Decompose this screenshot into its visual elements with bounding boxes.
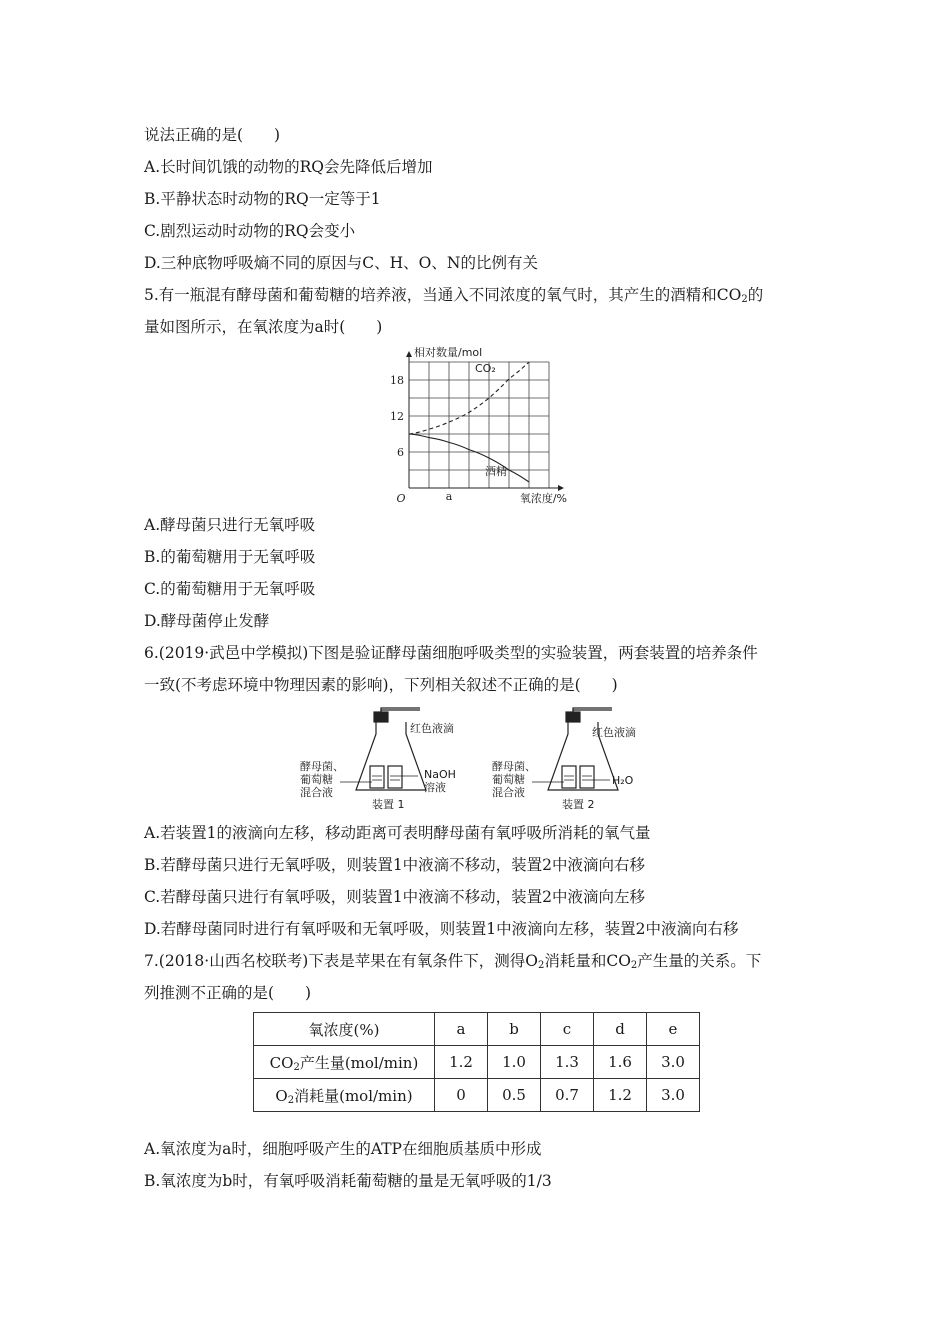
x-tick-label: a [445,490,453,503]
q5-option-a: A.酵母菌只进行无氧呼吸 [144,516,316,534]
table-row [254,1079,700,1112]
q4-option-c: C.剧烈运动时动物的RQ会变小 [144,222,356,240]
x-axis-label: 氧浓度/% [519,492,567,504]
q7-stem-o2-sub: 2 [537,960,545,971]
o2-label-a: O [275,1086,288,1105]
apparatus-2-right-label: H₂O [612,774,634,787]
q4-option-a: A.长时间饥饿的动物的RQ会先降低后增加 [144,158,433,176]
q6-option-c: C.若酵母菌只进行有氧呼吸，则装置1中液滴不移动，装置2中液滴向左移 [144,888,645,906]
q5-stem-a: 5.有一瓶混有酵母菌和葡萄糖的培养液，当通入不同浓度的氧气时，其产生的酒精和CO [144,286,742,304]
row-label-o2 [254,1079,435,1112]
table-cell: 1.3 [541,1046,594,1079]
apparatus-2-left-label [492,760,536,799]
table-cell: 0 [435,1079,488,1112]
y-axis-label: 相对数量/mol [414,346,483,359]
apparatus-2-left-line3: 混合液 [492,786,525,799]
apparatus-2-left-line2: 葡萄糖 [492,773,525,786]
q7-stem-line1 [144,950,761,972]
table-header-cell: a [435,1013,488,1046]
data-table [253,1012,700,1112]
o2-label-sub: 2 [287,1094,295,1106]
apparatus-2-beaker-right [580,766,594,788]
co2-label-sub: 2 [293,1061,300,1073]
table-header-cell: e [647,1013,700,1046]
apparatus-1-left-line3: 混合液 [300,786,333,799]
y-tick-label: 6 [397,446,404,459]
q7-option-a: A.氧浓度为a时，细胞呼吸产生的ATP在细胞质基质中形成 [144,1140,542,1158]
apparatus-1-left-line2: 葡萄糖 [300,773,333,786]
y-tick-label: 12 [390,410,404,423]
apparatus-1-right-label [424,768,456,794]
co2-label-a: CO [269,1053,294,1072]
table-header-cell: d [594,1013,647,1046]
q7-stem-line2: 列推测不正确的是( ) [144,984,312,1002]
co2-label-b: 产生量(mol/min) [299,1053,419,1072]
apparatus-1-drop-label: 红色液滴 [410,722,454,735]
apparatus-1-left-line1: 酵母菌、 [300,760,344,773]
q4-stem-end: 说法正确的是( ) [144,126,281,144]
q5-stem-b: 的 [747,286,764,304]
table-cell: 1.2 [594,1079,647,1112]
apparatus-2-beaker-left [562,766,576,788]
q5-option-d: D.酵母菌停止发酵 [144,612,270,630]
o2-label-b: 消耗量(mol/min) [294,1086,413,1105]
apparatus-2-title: 装置 2 [562,798,595,811]
apparatus-2-left-line1: 酵母菌、 [492,760,536,773]
q5-stem-line1 [144,284,763,306]
q5-stem-line2: 量如图所示，在氧浓度为a时( ) [144,318,383,336]
q7-option-b: B.氧浓度为b时，有氧呼吸消耗葡萄糖的量是无氧呼吸的1/3 [144,1172,552,1190]
table-cell: 0.7 [541,1079,594,1112]
apparatus-1-flask [340,708,426,790]
apparatus-1-beaker-left [370,766,384,788]
apparatus-1-beaker-right [388,766,402,788]
apparatus-1-right-line1: NaOH [424,768,456,781]
x-axis-arrow [558,485,564,491]
row-label-co2 [254,1046,435,1079]
apparatus-1-title: 装置 1 [372,798,405,811]
q7-stem-a2: 消耗量和CO [544,952,631,970]
co2-series-label: CO₂ [475,362,496,376]
q7-stem-a3: 产生量的关系。下 [637,952,762,970]
table-header-cell: c [541,1013,594,1046]
table-header-cell: 氧浓度(%) [254,1013,435,1046]
table-cell: 3.0 [647,1079,700,1112]
origin-label: O [396,492,406,504]
table-cell: 1.2 [435,1046,488,1079]
q6-option-d: D.若酵母菌同时进行有氧呼吸和无氧呼吸，则装置1中液滴向左移，装置2中液滴向右移 [144,920,739,938]
q6-stem-line1: 6.(2019·武邑中学模拟)下图是验证酵母菌细胞呼吸类型的实验装置，两套装置的培养条件 [144,644,758,662]
y-axis-arrow [406,351,412,357]
apparatus-1-left-label [300,760,344,799]
table-cell: 1.0 [488,1046,541,1079]
table-cell: 3.0 [647,1046,700,1079]
q7-stem-co2-sub: 2 [630,960,638,971]
apparatus-figure [300,704,660,814]
q4-option-b: B.平静状态时动物的RQ一定等于1 [144,190,381,208]
table-header-cell: b [488,1013,541,1046]
q6-option-b: B.若酵母菌只进行无氧呼吸，则装置1中液滴不移动，装置2中液滴向右移 [144,856,646,874]
y-tick-label: 18 [390,374,404,387]
apparatus-1-right-line2: 溶液 [424,781,446,794]
q5-stem-sub: 2 [741,294,748,305]
q4-option-d: D.三种底物呼吸熵不同的原因与C、H、O、N的比例有关 [144,254,538,272]
table-header-row [254,1013,700,1046]
q6-option-a: A.若装置1的液滴向左移，移动距离可表明酵母菌有氧呼吸所消耗的氧气量 [144,824,651,842]
oxygen-concentration-chart [385,344,575,504]
apparatus-2-flask [532,708,618,790]
q7-stem-a1: 7.(2018·山西名校联考)下表是苹果在有氧条件下，测得O [144,952,538,970]
q5-option-b: B.的葡萄糖用于无氧呼吸 [144,548,316,566]
table-row [254,1046,700,1079]
table-cell: 1.6 [594,1046,647,1079]
table-cell: 0.5 [488,1079,541,1112]
alcohol-series-label: 酒精 [485,464,507,478]
q6-stem-line2: 一致(不考虑环境中物理因素的影响)，下列相关叙述不正确的是( ) [144,676,618,694]
apparatus-2-drop-label: 红色液滴 [592,726,636,739]
q5-option-c: C.的葡萄糖用于无氧呼吸 [144,580,316,598]
